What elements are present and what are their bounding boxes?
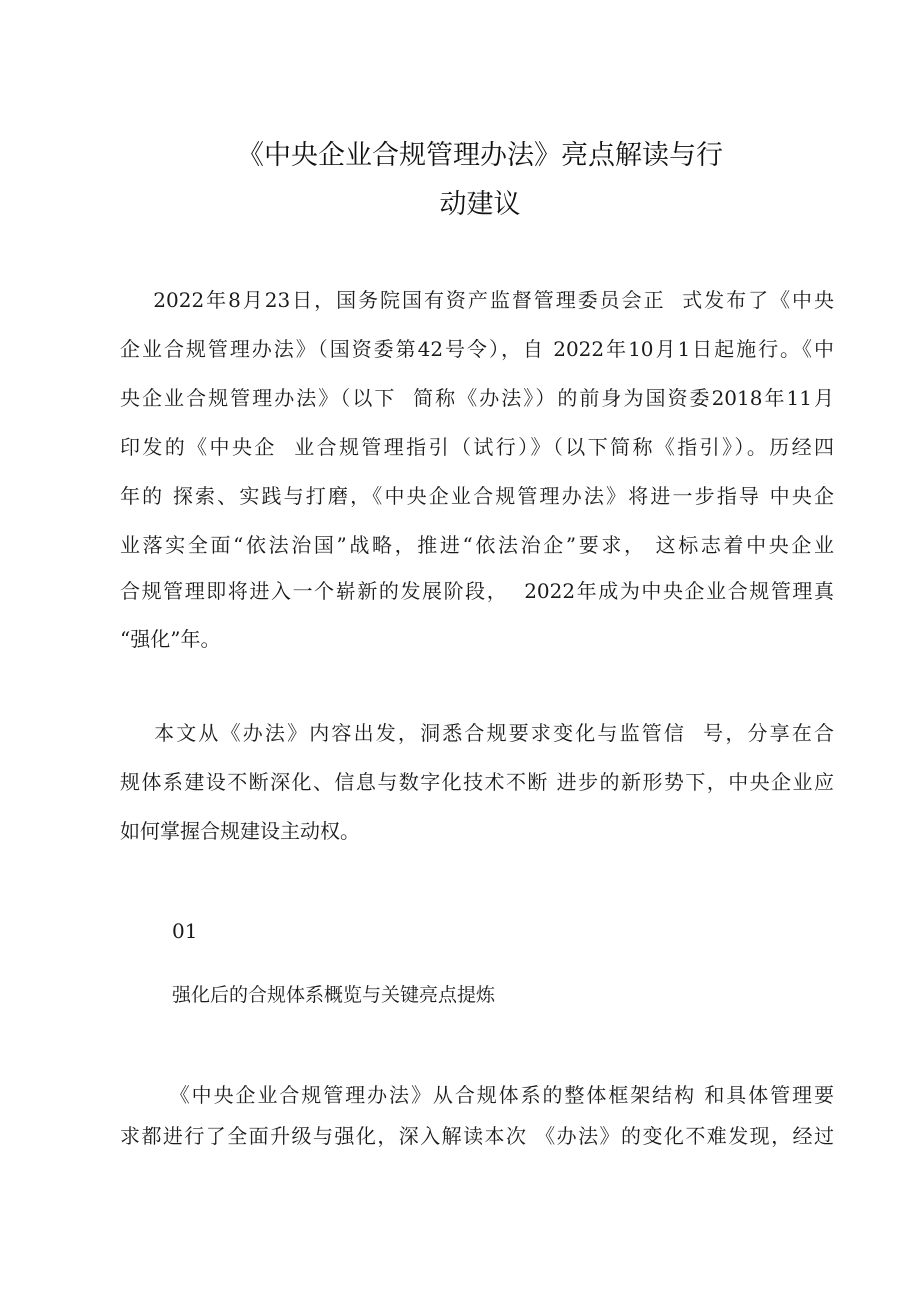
section-line-2: 求都进行了全面升级与强化，深入解读本次 《办法》的变化不难发现，经过 [120,1124,834,1148]
section-number: 01 [172,919,198,943]
intro-line-8: “强化”年。 [120,627,221,651]
intro-line-7: 合规管理即将进入一个崭新的发展阶段， 2022年成为中央企业合规管理真 [120,579,834,603]
intro-line-2: 企业合规管理办法》（国资委第42号令），自 2022年10月1日起施行。《中 [120,337,834,361]
intro-line-6: 业落实全面“依法治国”战略，推进“依法治企”要求， 这标志着中央企业 [120,533,834,557]
intro-line-1: 2022年8月23日，国务院国有资产监督管理委员会正 式发布了《中央 [120,288,834,312]
section-line-1: 《中央企业合规管理办法》从合规体系的整体框架结构 和具体管理要 [120,1083,834,1107]
section-heading: 强化后的合规体系概览与关键亮点提炼 [172,984,496,1006]
intro-line-4: 印发的《中央企 业合规管理指引（试行）》（以下简称《指引》）。历经四 [120,435,834,459]
document-title-line-1: 《中央企业合规管理办法》亮点解读与行 [237,140,723,171]
scope-line-3: 如何掌握合规建设主动权。 [120,819,360,843]
scope-line-2: 规体系建设不断深化、信息与数字化技术不断 进步的新形势下，中央企业应 [120,770,834,794]
intro-line-3: 央企业合规管理办法》（以下 简称《办法》）的前身为国资委2018年11月 [120,386,834,410]
intro-line-5: 年的 探索、实践与打磨，《中央企业合规管理办法》将进一步指导 中央企 [120,484,834,508]
document-title-line-2: 动建议 [439,189,521,220]
scope-line-1: 本文从《办法》内容出发，洞悉合规要求变化与监管信 号，分享在合 [120,721,834,745]
